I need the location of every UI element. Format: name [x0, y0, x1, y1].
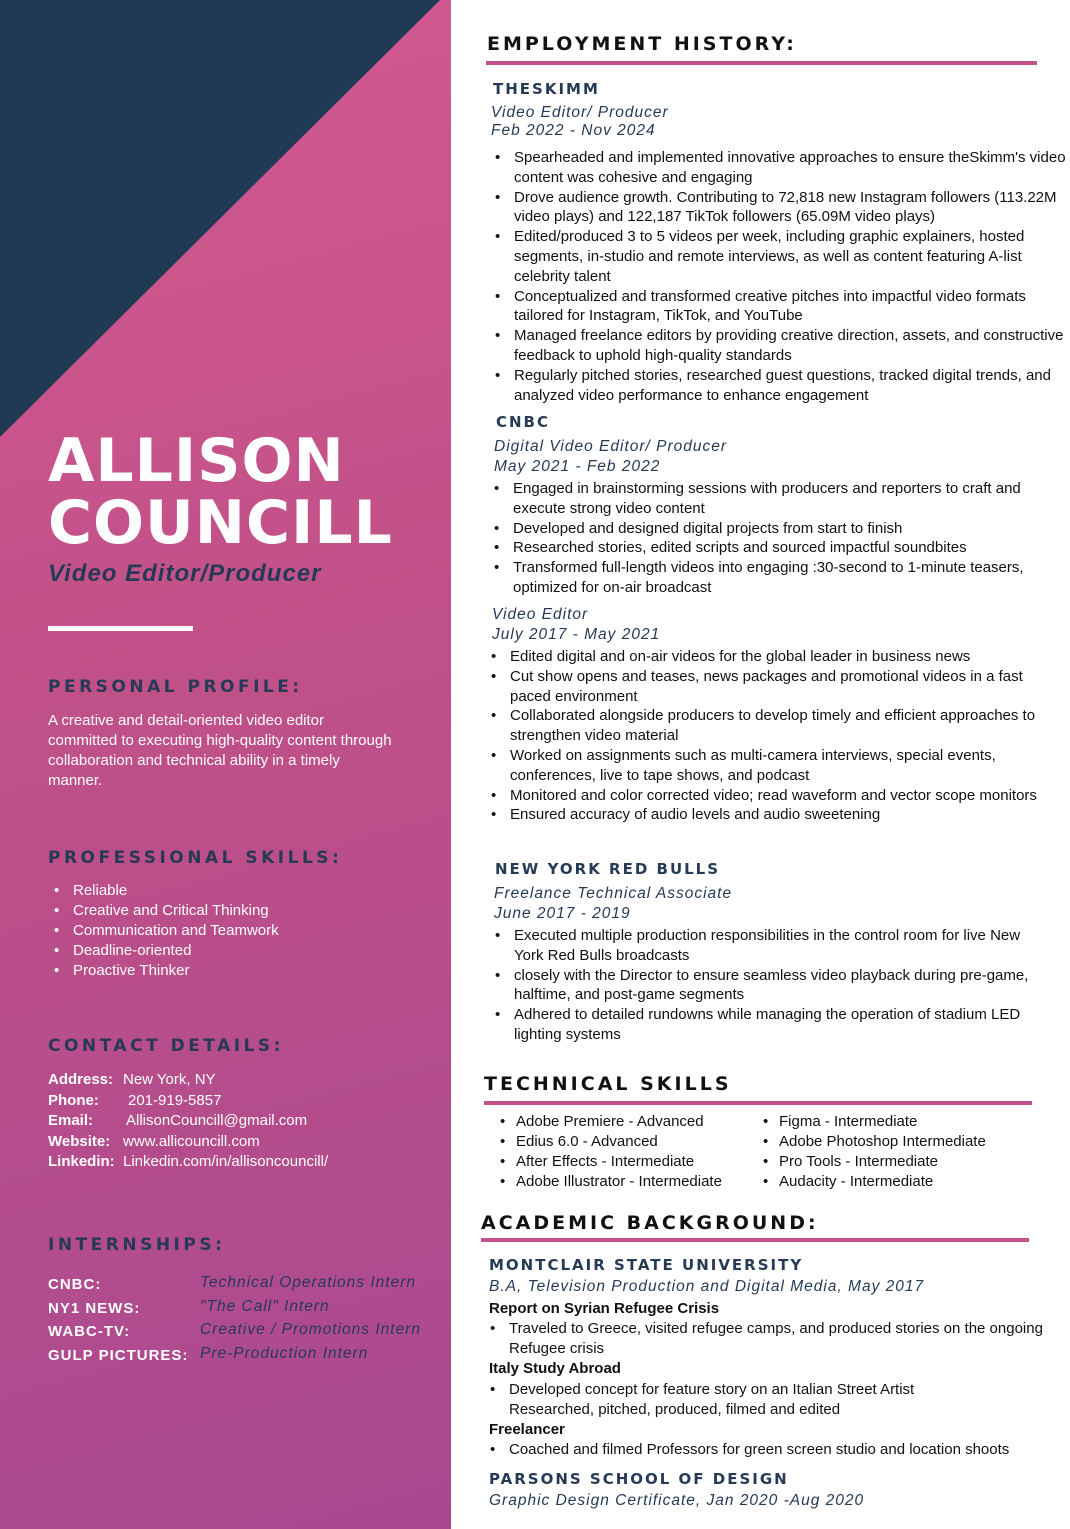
list-item: • Adobe Photoshop Intermediate — [761, 1132, 986, 1152]
website-label: Website: — [48, 1132, 111, 1150]
address-label: Address: — [48, 1071, 114, 1088]
project-bullets — [487, 1440, 1067, 1460]
company-theskimm: THESKIMM — [493, 80, 600, 98]
list-item: • Cut show opens and teases, news packages and promotional videos in a fast paced environment — [488, 667, 1048, 707]
email-label: Email: — [48, 1112, 94, 1129]
divider — [48, 626, 193, 631]
personal-profile-heading: PERSONAL PROFILE: — [48, 677, 303, 697]
contact-heading: CONTACT DETAILS: — [48, 1036, 284, 1056]
list-item: • Edited digital and on-air videos for the global leader in business news — [488, 647, 1048, 667]
internship-role: "The Call" Intern — [200, 1297, 330, 1315]
academic-heading: ACADEMIC BACKGROUND: — [481, 1212, 819, 1234]
section-rule — [484, 1101, 1032, 1105]
list-item: • Researched stories, edited scripts and sourced impactful soundbites — [491, 538, 1051, 558]
list-item: • Communication and Teamwork — [48, 921, 279, 941]
internships-heading: INTERNSHIPS: — [48, 1235, 226, 1255]
list-item: • Spearheaded and implemented innovative approaches to ensure theSkimm's video content was cohesive and engaging — [492, 148, 1067, 188]
internship-role: Creative / Promotions Intern — [200, 1321, 421, 1338]
list-item: • Drove audience growth. Contributing to 72,818 new Instagram followers (113.22M video plays) and 122,187 TikTok followers (65.09M video plays) — [492, 188, 1067, 228]
list-item: • Traveled to Greece, visited refugee camps, and produced stories on the ongoing Refugee crisis — [487, 1319, 1047, 1359]
list-item: • Reliable — [48, 881, 279, 901]
internship-org: GULP PICTURES: — [48, 1346, 189, 1364]
role-dates: May 2021 - Feb 2022 — [494, 458, 661, 475]
list-item: • Edited/produced 3 to 5 videos per week, including graphic explainers, hosted segments, in-studio and remote interviews, as well as content featuring A-list celebrity talent — [492, 227, 1067, 286]
list-item: • Adhered to detailed rundowns while managing the operation of stadium LED lighting systems — [492, 1005, 1052, 1045]
list-item: • Developed concept for feature story on an Italian Street Artist Researched, pitched, produced, filmed and edited — [487, 1380, 987, 1420]
website-link[interactable]: www.allicouncill.com — [123, 1132, 260, 1150]
phone-label: Phone: — [48, 1091, 99, 1109]
red-bulls-bullets — [492, 926, 1052, 1045]
project-bullets — [487, 1319, 1047, 1359]
list-item: • Managed freelance editors by providing creative direction, assets, and constructive feedback to uphold high-quality standards — [492, 326, 1067, 366]
list-item: • After Effects - Intermediate — [498, 1152, 722, 1172]
contact-website — [48, 1132, 328, 1153]
project-title: Freelancer — [489, 1421, 565, 1438]
role-dates: July 2017 - May 2021 — [492, 626, 661, 643]
list-item: • Regularly pitched stories, researched guest questions, tracked digital trends, and analyzed video performance to enhance engagement — [492, 366, 1067, 406]
internship-org: WABC-TV: — [48, 1323, 131, 1340]
list-item: • Audacity - Intermediate — [761, 1172, 986, 1192]
sidebar — [0, 0, 451, 1529]
list-item: • Ensured accuracy of audio levels and audio sweetening — [488, 805, 1048, 825]
section-rule — [481, 1238, 1029, 1242]
theskimm-bullets — [492, 148, 1067, 405]
list-item: • Coached and filmed Professors for green screen studio and location shoots — [487, 1440, 1067, 1460]
list-item: • Worked on assignments such as multi-camera interviews, special events, conferences, live to tape shows, and podcast — [488, 746, 1048, 786]
email-link[interactable]: AllisonCouncill@gmail.com — [126, 1112, 308, 1129]
list-item: • closely with the Director to ensure seamless video playback during pre-game, halftime, and post-game segments — [492, 966, 1052, 1006]
role-title: Digital Video Editor/ Producer — [494, 438, 728, 455]
list-item: • Transformed full-length videos into engaging :30-second to 1-minute teasers, optimized for on-air broadcast — [491, 558, 1051, 598]
technical-skills-col2 — [761, 1112, 986, 1192]
list-item: • Collaborated alongside producers to develop timely and efficient approaches to strengthen video material — [488, 706, 1048, 746]
role-title: Video Editor/ Producer — [491, 104, 669, 121]
role-dates: Feb 2022 - Nov 2024 — [491, 122, 656, 139]
address-value: New York, NY — [123, 1071, 216, 1088]
school-parsons: PARSONS SCHOOL OF DESIGN — [489, 1470, 789, 1488]
company-red-bulls: NEW YORK RED BULLS — [495, 860, 721, 878]
phone-value[interactable]: 201-919-5857 — [128, 1091, 222, 1109]
list-item: • Deadline-oriented — [48, 941, 279, 961]
candidate-name — [48, 426, 393, 558]
project-bullets — [487, 1380, 987, 1420]
list-item: • Engaged in brainstorming sessions with producers and reporters to craft and execute strong video content — [491, 479, 1051, 519]
technical-skills-heading: TECHNICAL SKILLS — [484, 1073, 732, 1095]
cnbc-producer-bullets — [491, 479, 1051, 598]
internships-list — [48, 1273, 421, 1367]
contact-phone — [48, 1091, 328, 1112]
list-item: • Adobe Premiere - Advanced — [498, 1112, 722, 1132]
list-item: • Figma - Intermediate — [761, 1112, 986, 1132]
contact-details — [48, 1070, 328, 1173]
personal-profile-text: A creative and detail-oriented video editor committed to executing high-quality content through collaboration and technical ability in a timely manner. — [48, 712, 392, 789]
linkedin-label: Linkedin: — [48, 1153, 115, 1170]
corner-triangle — [0, 0, 451, 440]
professional-skills-list — [48, 881, 279, 981]
linkedin-link[interactable]: Linkedin.com/in/allisoncouncill/ — [123, 1153, 329, 1170]
role-title: Freelance Technical Associate — [494, 885, 733, 902]
internship-role: Pre-Production Intern — [200, 1344, 369, 1362]
name-first: ALLISON — [48, 426, 345, 496]
internship-row — [48, 1320, 421, 1344]
list-item: • Edius 6.0 - Advanced — [498, 1132, 722, 1152]
list-item: • Pro Tools - Intermediate — [761, 1152, 986, 1172]
list-item: • Monitored and color corrected video; read waveform and vector scope monitors — [488, 786, 1048, 806]
employment-heading: EMPLOYMENT HISTORY: — [487, 33, 797, 55]
list-item: • Conceptualized and transformed creative pitches into impactful video formats tailored for Instagram, TikTok, and YouTube — [492, 287, 1067, 327]
school-montclair: MONTCLAIR STATE UNIVERSITY — [489, 1256, 804, 1274]
degree: B.A, Television Production and Digital Media, May 2017 — [489, 1278, 925, 1295]
internship-row — [48, 1344, 369, 1368]
internship-role: Technical Operations Intern — [200, 1274, 416, 1291]
list-item: • Creative and Critical Thinking — [48, 901, 279, 921]
job-title: Video Editor/Producer — [48, 560, 322, 587]
project-title: Report on Syrian Refugee Crisis — [489, 1300, 720, 1317]
section-rule — [486, 61, 1037, 65]
cnbc-editor-bullets — [488, 647, 1048, 825]
professional-skills-heading: PROFESSIONAL SKILLS: — [48, 848, 343, 868]
contact-address — [48, 1070, 328, 1091]
list-item: • Adobe Illustrator - Intermediate — [498, 1172, 722, 1192]
internship-row — [48, 1273, 416, 1297]
internship-row — [48, 1297, 330, 1321]
company-cnbc: CNBC — [496, 413, 551, 431]
degree: Graphic Design Certificate, Jan 2020 -Aug 2020 — [489, 1492, 865, 1509]
internship-org: CNBC: — [48, 1276, 102, 1293]
internship-org: NY1 NEWS: — [48, 1299, 141, 1317]
contact-email — [48, 1111, 328, 1132]
list-item: • Developed and designed digital projects from start to finish — [491, 519, 1051, 539]
list-item: • Executed multiple production responsibilities in the control room for live New York Red Bulls broadcasts — [492, 926, 1052, 966]
list-item: • Proactive Thinker — [48, 961, 279, 981]
name-last: COUNCILL — [48, 488, 393, 558]
role-title: Video Editor — [492, 606, 589, 623]
project-title: Italy Study Abroad — [489, 1360, 621, 1377]
main-content — [451, 0, 1070, 1529]
contact-linkedin — [48, 1152, 328, 1173]
role-dates: June 2017 - 2019 — [494, 905, 631, 922]
technical-skills-col1 — [498, 1112, 722, 1192]
